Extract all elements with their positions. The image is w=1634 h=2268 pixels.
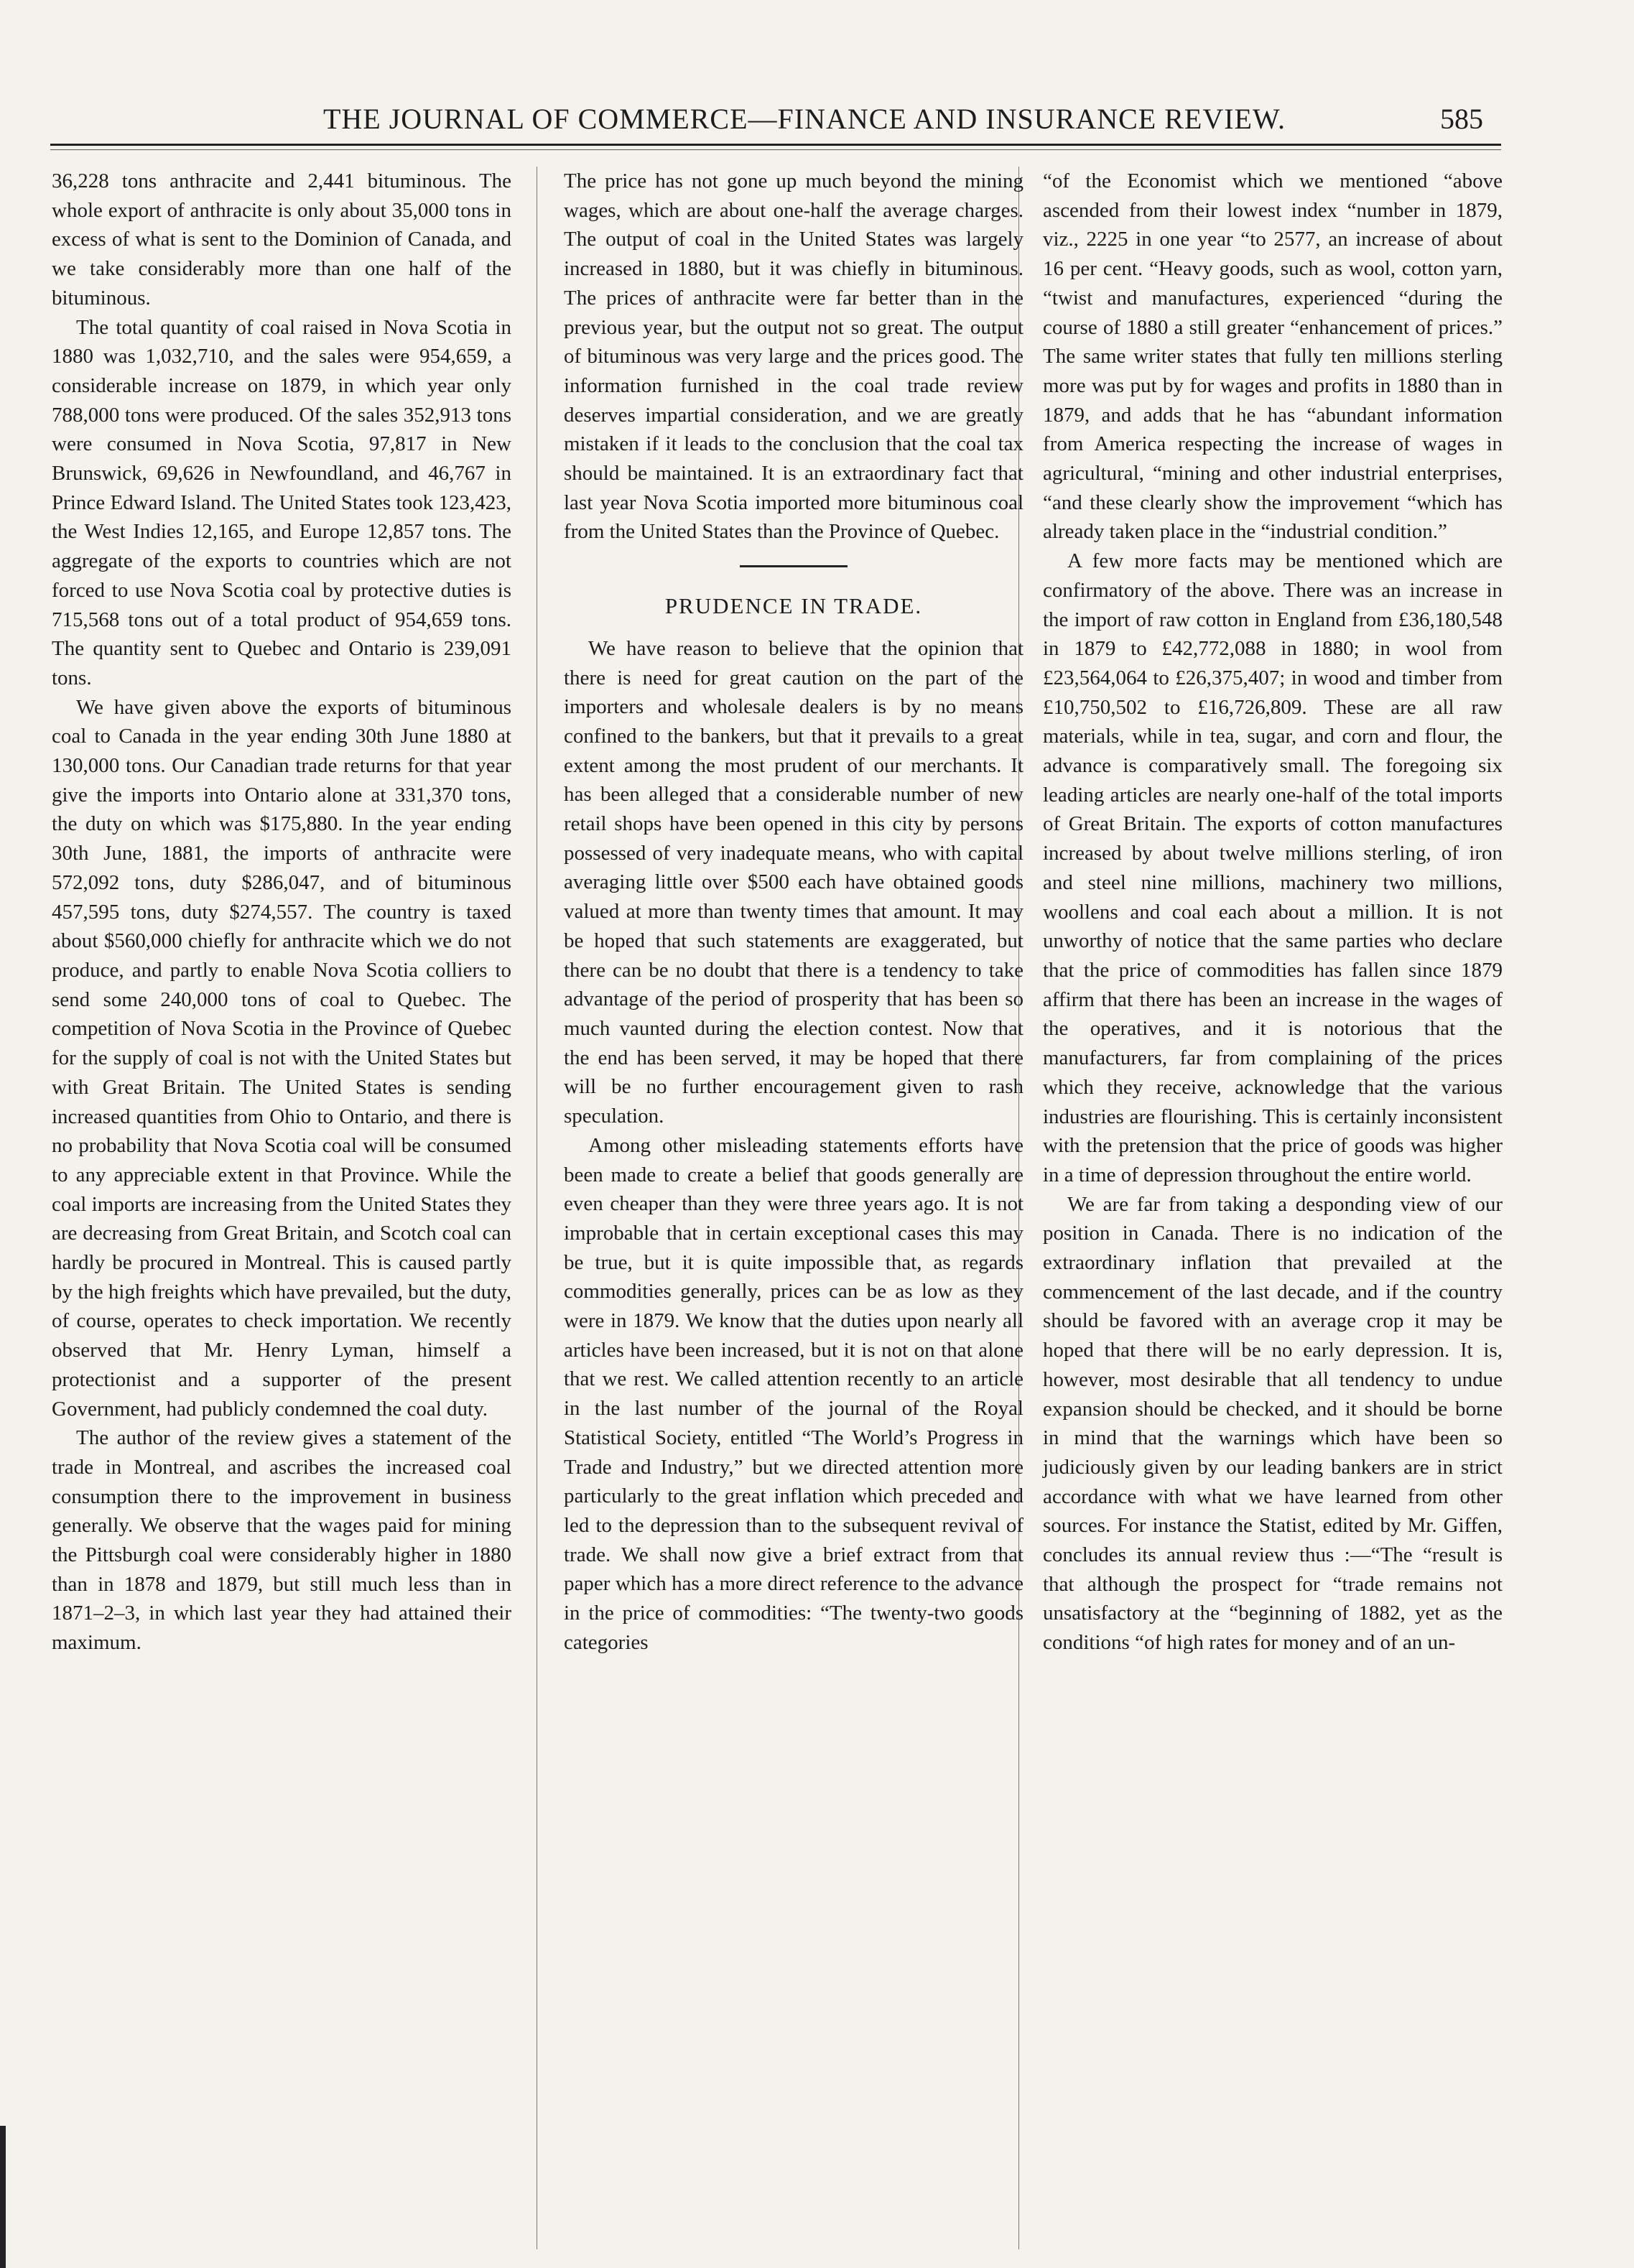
paragraph: “of the Economist which we mentioned “above ascended from their lowest index “number in 1879, viz., 2225 in one year “to 2577, an increase of about 16 per cent. “Heavy goods, such as wool, cotton yarn, “twist and manufactures, experienced “during the course of 1880 a still greater “enhancement of prices.” The same writer states that fully ten millions sterling more was put by for wages and profits in 1880 than in 1879, and adds that he has “abundant information from America respecting the increase of wages in agricultural, “mining and other industrial enterprises, “and these clearly show the improvement “which has already taken place in the “industrial condition.” (1043, 169, 1503, 544)
paragraph: We are far from taking a desponding view of our position in Canada. There is no indication of the extraordinary inflation that prevailed at the commencement of the last decade, and if the country should be favored with an average crop it may be hoped that there will be no early depression. It is, however, most desirable that all tendency to undue expansion should be checked, and it should be borne in mind that the warnings which have been so judiciously given by our leading bankers are in strict accordance with what we have learned from other sources. For instance the Statist, edited by Mr. Giffen, concludes its annual review thus :—“The “result is that although the prospect for “trade remains not unsatisfactory at the “beginning of 1882, yet as the conditions “of high rates for money and of an un- (1043, 1192, 1503, 1655)
paragraph: We have reason to believe that the opinion that there is need for great caution on the part of the importers and wholesale dealers is by no means confined to the bankers, but that it prevails to a great extent among the most prudent of our merchants. It has been alleged that a considerable number of new retail shops have been opened in this city by persons possessed of very inadequate means, who with capital averaging little over $500 each have obtained goods valued at more than twenty times that amount. It may be hoped that such statements are exaggerated, but there can be no doubt that there is a tendency to take advantage of the period of prosperity that has been so much vaunted during the election contest. Now that the end has been served, it may be hoped that there will be no further encouragement given to rash speculation. (564, 636, 1023, 1128)
column-3 (1043, 167, 1503, 1658)
column-1 (52, 167, 511, 1658)
paragraph: The total quantity of coal raised in Nova Scotia in 1880 was 1,032,710, and the sales were 954,659, a considerable increase on 1879, in which year only 788,000 tons were produced. Of the sales 352,913 tons were consumed in Nova Scotia, 97,817 in New Brunswick, 69,626 in Newfoundland, and 46,767 in Prince Edward Island. The United States took 123,423, the West Indies 12,165, and Europe 12,857 tons. The aggregate of the exports to countries which are not forced to use Nova Scotia coal by protective duties is 715,568 tons out of a total product of 954,659 tons. The quantity sent to Quebec and Ontario is 239,091 tons. (52, 315, 511, 689)
article-title: PRUDENCE IN TRADE. (664, 593, 923, 619)
paragraph: We have given above the exports of bituminous coal to Canada in the year ending 30th June 1880 at 130,000 tons. Our Canadian trade returns for that year give the imports into Ontario alone at 331,370 tons, the duty on which was $175,880. In the year ending 30th June, 1881, the imports of anthracite were 572,092 tons, duty $286,047, and of bituminous 457,595 tons, duty $274,557. The country is taxed about $560,000 chiefly for anthracite which we do not produce, and partly to enable Nova Scotia colliers to send some 240,000 tons of coal to Quebec. The competition of Nova Scotia in the Province of Quebec for the supply of coal is not with the United States but with Great Britain. The United States is sending increased quantities from Ohio to Ontario, and there is no probability that Nova Scotia coal will be consumed to any appreciable extent in that Province. While the coal imports are increasing from the United States they are decreasing from Great Britain, and Scotch coal can hardly be procured in Montreal. This is caused partly by the high freights which have prevailed, but the duty, of course, operates to check importation. We recently observed that Mr. Henry Lyman, himself a protectionist and a supporter of the present Government, had publicly condemned the coal duty. (52, 695, 511, 1421)
header-rule (50, 144, 1501, 146)
paragraph: Among other misleading statements efforts have been made to create a belief that goods generally are even cheaper than they were three years ago. It is not improbable that in certain exceptional cases this may be true, but it is quite impossible that, as regards commodities generally, prices can be as low as they were in 1879. We know that the duties upon nearly all articles have been increased, but it is not on that alone that we rest. We called attention recently to an article in the last number of the journal of the Royal Statistical Society, entitled “The World’s Progress in Trade and Industry,” but we directed attention more particularly to the great inflation which preceded and led to the depression than to the subsequent revival of trade. We shall now give a brief extract from that paper which has a more direct reference to the advance in the price of commodities: “The twenty-two goods categories (564, 1133, 1023, 1654)
binding-edge-mark (0, 2126, 6, 2268)
header-rule-thin (50, 149, 1501, 150)
paragraph: A few more facts may be mentioned which are confirmatory of the above. There was an increase in the import of raw cotton in England from £36,180,548 in 1879 to £42,772,088 in 1880; in wool from £23,564,064 to £26,375,407; in wood and timber from £10,750,502 to £16,726,809. These are all raw materials, while in tea, sugar, and corn and flour, the advance is comparatively small. The foregoing six leading articles are nearly one-half of the total imports of Great Britain. The exports of cotton manufactures increased by about twelve millions sterling, of iron and steel nine millions, machinery two millions, woollens and coal each about a million. It is not unworthy of notice that the same parties who declare that the price of commodities has fallen since 1879 affirm that there has been an increase in the wages of the operatives, and it is notorious that the manufacturers, far from complaining of the prices which they receive, acknowledge that the various industries are flourishing. This is certainly inconsistent with the pretension that the price of goods was higher in a time of depression throughout the entire world. (1043, 549, 1503, 1186)
column-2 (564, 167, 1023, 1657)
paragraph: 36,228 tons anthracite and 2,441 bituminous. The whole export of anthracite is only about 35,000 tons in excess of what is sent to the Dominion of Canada, and we take considerably more than one half of the bituminous. (52, 169, 511, 310)
page-number: 585 (1440, 103, 1483, 135)
paragraph: The author of the review gives a statement of the trade in Montreal, and ascribes the increased coal consumption there to the improvement in business generally. We observe that the wages paid for mining the Pittsburgh coal were considerably higher in 1880 than in 1878 and 1879, but still much less than in 1871–2–3, in which last year they had attained their maximum. (52, 1426, 511, 1655)
journal-running-head: THE JOURNAL OF COMMERCE—FINANCE AND INSURANCE REVIEW. (322, 103, 1286, 135)
section-separator-rule (740, 565, 848, 567)
paragraph: The price has not gone up much beyond the mining wages, which are about one-half the average charges. The output of coal in the United States was largely increased in 1880, but it was chiefly in bituminous. The prices of anthracite were far better than in the previous year, but the output not so great. The output of bituminous was very large and the prices good. The information furnished in the coal trade review deserves impartial consideration, and we are greatly mistaken if it leads to the conclusion that the coal tax should be maintained. It is an extraordinary fact that last year Nova Scotia imported more bituminous coal from the United States than the Province of Quebec. (564, 169, 1023, 544)
